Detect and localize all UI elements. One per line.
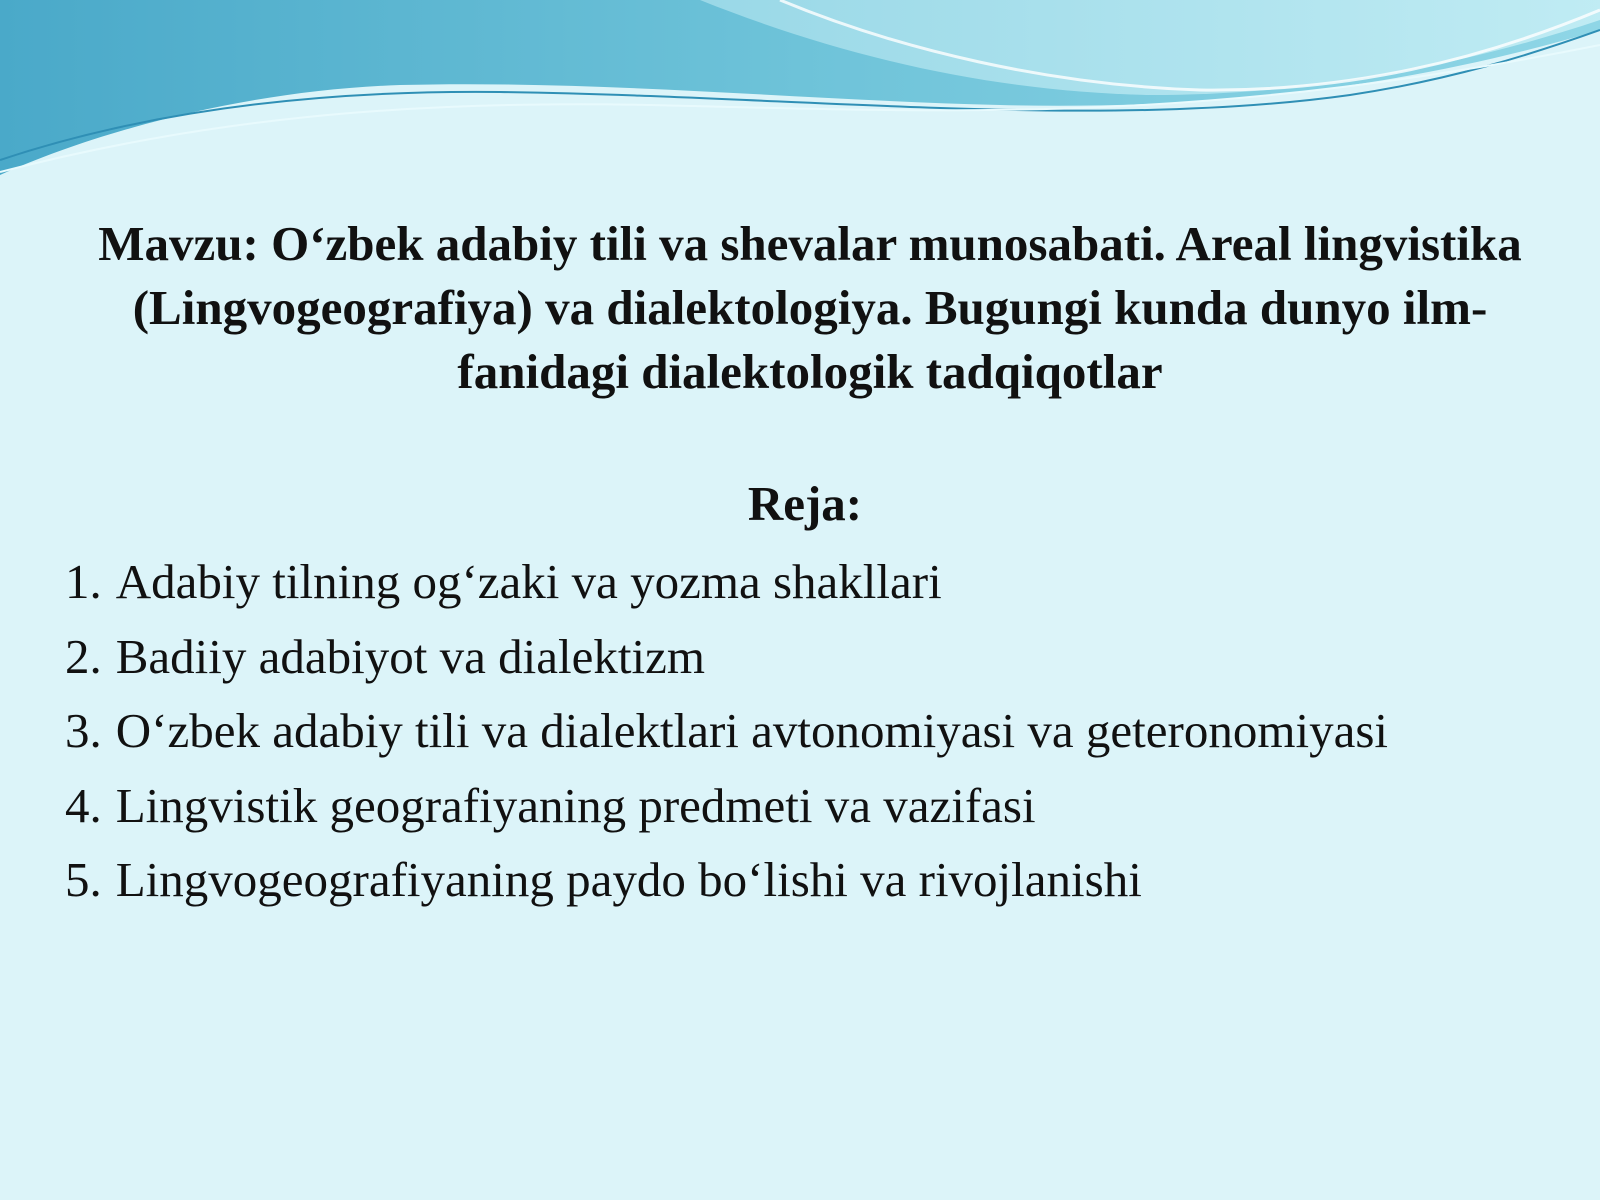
plan-item-4	[65, 769, 1565, 844]
plan-item-number: 4.	[65, 777, 102, 833]
plan-item-number: 2.	[65, 628, 102, 684]
slide-title: Mavzu: O‘zbek adabiy tili va shevalar munosabati. Areal lingvistika (Lingvogeografiya) va dialektologiya. Bugungi kunda dunyo ilm-fanidagi dialektologik tadqiqotlar	[98, 216, 1522, 399]
plan-item-5	[65, 843, 1565, 918]
plan-item-text: Lingvistik geografiyaning predmeti va vazifasi	[115, 777, 1036, 833]
wave-header-decoration	[0, 0, 1600, 200]
plan-heading: Reja:	[747, 476, 863, 531]
plan-item-text: Badiiy adabiyot va dialektizm	[115, 628, 705, 684]
plan-list	[65, 545, 1565, 918]
plan-item-number: 5.	[65, 852, 102, 907]
plan-item-text: Lingvogeografiyaning paydo bo‘lishi va rivojlanishi	[115, 852, 1142, 907]
plan-item-2	[65, 620, 1565, 695]
plan-item-1	[65, 545, 1565, 620]
plan-item-text: O‘zbek adabiy tili va dialektlari avtonomiyasi va geteronomiyasi	[115, 703, 1389, 758]
plan-item-3	[65, 694, 1565, 769]
plan-item-text: Adabiy tilning og‘zaki va yozma shakllari	[115, 554, 942, 609]
plan-item-number: 3.	[65, 703, 102, 758]
plan-item-number: 1.	[65, 554, 102, 609]
